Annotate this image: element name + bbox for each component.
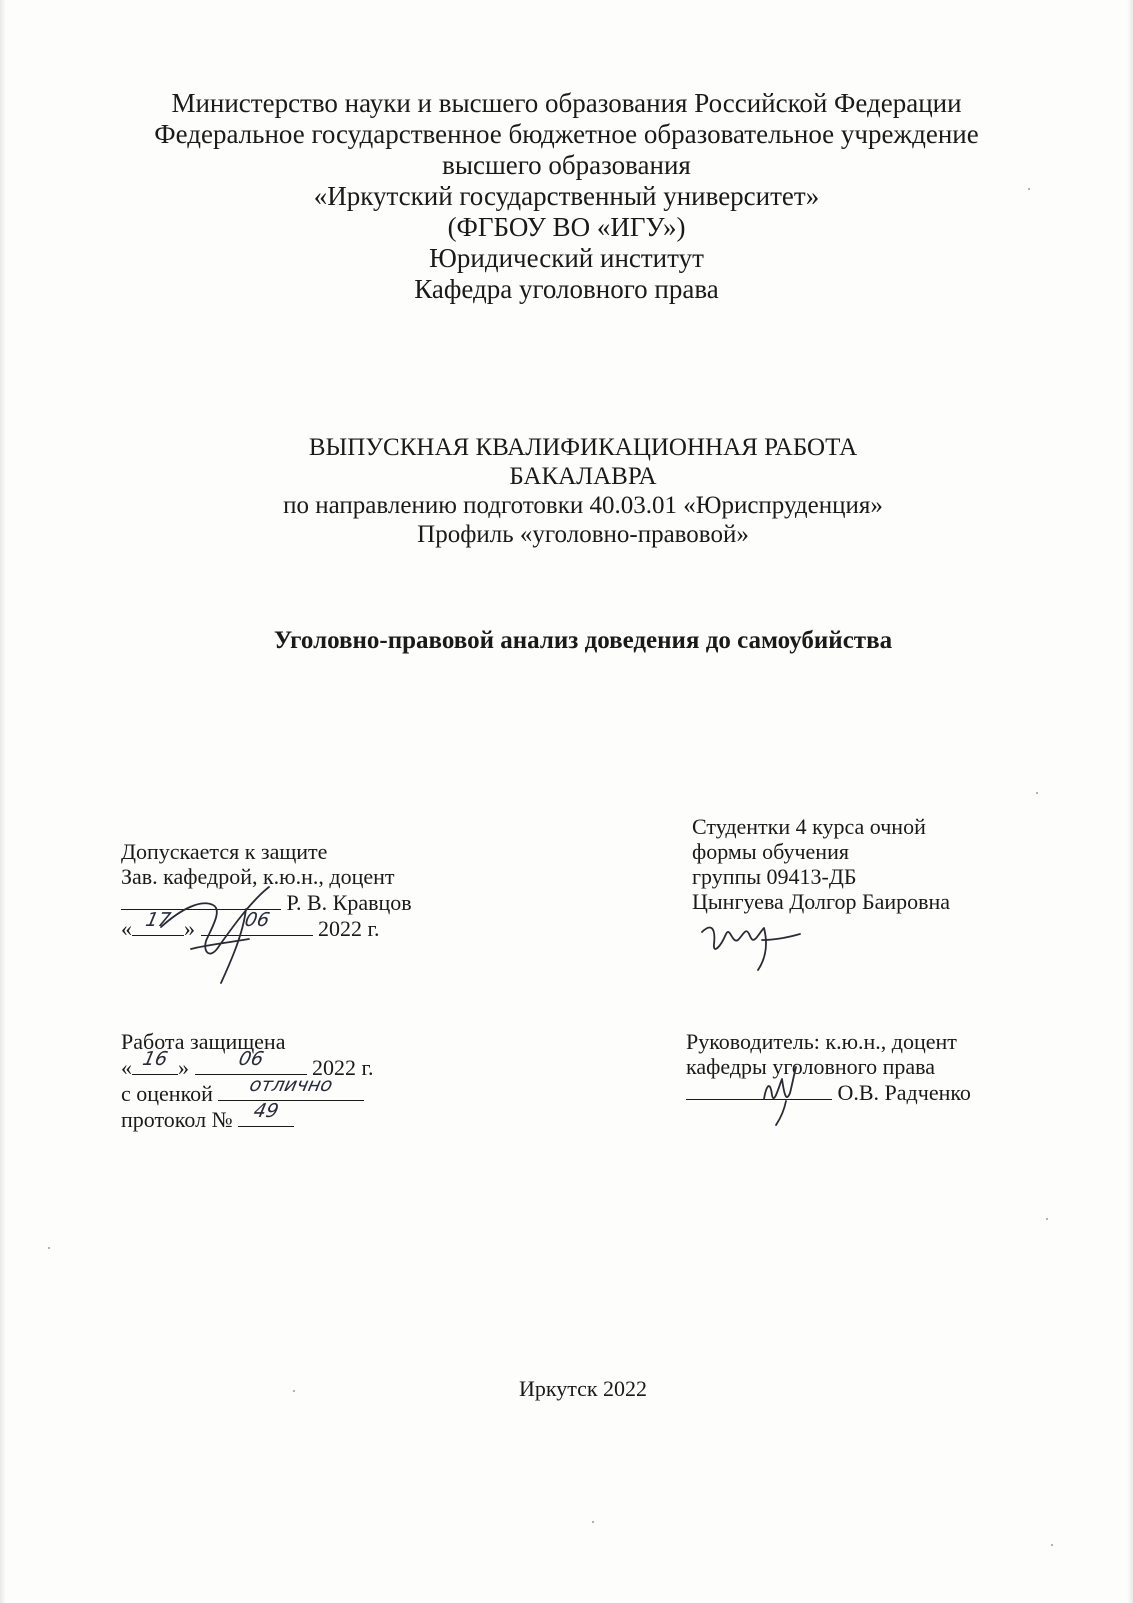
- signature-blank: [686, 1079, 832, 1100]
- quote-open: «: [121, 916, 132, 941]
- city-year: Иркутск 2022: [518, 1376, 648, 1401]
- supervisor-title: Руководитель: к.ю.н., доцент: [686, 1029, 957, 1054]
- month-blank: [201, 909, 313, 936]
- protocol-blank: [238, 1100, 294, 1127]
- department-name: Кафедра уголовного права: [414, 274, 719, 304]
- handwritten-day: 17: [143, 909, 173, 931]
- ministry-line: Министерство науки и высшего образования Российской Федерации: [171, 88, 962, 118]
- institution-type-line: Федеральное государственное бюджетное образовательное учреждение: [154, 119, 979, 149]
- head-of-department-title: Зав. кафедрой, к.ю.н., доцент: [121, 864, 395, 889]
- day-blank: [132, 909, 184, 936]
- student-block: [692, 814, 950, 914]
- handwritten-protocol-number: 49: [251, 1100, 281, 1122]
- study-direction: по направлению подготовки 40.03.01 «Юриспруденция»: [283, 492, 883, 519]
- handwritten-month: 06: [242, 909, 272, 931]
- admission-year: 2022 г.: [318, 916, 380, 941]
- supervisor-signature-line: [686, 1079, 971, 1105]
- handwritten-grade: отлично: [247, 1074, 336, 1096]
- supervisor-name: О.В. Радченко: [837, 1080, 971, 1105]
- quote-open: «: [121, 1055, 132, 1080]
- student-signature: [696, 914, 806, 974]
- scan-speck: [1036, 792, 1038, 794]
- defense-label: Работа защищена: [121, 1029, 286, 1054]
- protocol-label: протокол №: [121, 1107, 233, 1132]
- admission-date-line: [121, 909, 412, 941]
- student-course: Студентки 4 курса очной: [692, 814, 926, 839]
- admission-label: Допускается к защите: [121, 839, 328, 864]
- day-blank: [132, 1048, 178, 1075]
- institution-header: [0, 88, 1133, 305]
- grade-blank: [218, 1074, 364, 1101]
- supervisor-block: [686, 1029, 971, 1105]
- defense-block: [121, 1029, 374, 1132]
- student-group: группы 09413-ДБ: [692, 864, 857, 889]
- grade-label: с оценкой: [121, 1081, 213, 1106]
- defense-year: 2022 г.: [312, 1055, 374, 1080]
- quote-close: »: [184, 916, 195, 941]
- institute-name: Юридический институт: [429, 243, 704, 273]
- scan-speck: [1046, 1218, 1048, 1220]
- scan-speck: [592, 1521, 594, 1523]
- handwritten-month: 06: [236, 1048, 266, 1070]
- university-name: «Иркутский государственный университет»: [313, 181, 820, 211]
- degree-title: БАКАЛАВРА: [509, 463, 657, 490]
- student-study-form: формы обучения: [692, 839, 849, 864]
- quote-close: »: [178, 1055, 189, 1080]
- admission-block: [121, 839, 412, 941]
- work-type-block: [0, 433, 1133, 549]
- month-blank: [195, 1048, 307, 1075]
- study-profile: Профиль «уголовно-правовой»: [417, 521, 749, 548]
- education-level-line: высшего образования: [442, 150, 691, 180]
- university-abbreviation: (ФГБОУ ВО «ИГУ»): [447, 212, 686, 242]
- supervisor-department: кафедры уголовного права: [686, 1054, 936, 1079]
- scan-speck: [1051, 1544, 1053, 1546]
- head-of-department-name: Р. В. Кравцов: [286, 890, 412, 915]
- thesis-topic: Уголовно-правовой анализ доведения до самоубийства: [273, 627, 893, 654]
- protocol-line: [121, 1100, 374, 1132]
- scan-speck: [48, 1247, 50, 1249]
- work-type-title: ВЫПУСКНАЯ КВАЛИФИКАЦИОННАЯ РАБОТА: [308, 434, 858, 461]
- signature-blank: [121, 889, 281, 910]
- handwritten-day: 16: [140, 1048, 170, 1070]
- student-name: Цынгуева Долгор Баировна: [692, 889, 951, 914]
